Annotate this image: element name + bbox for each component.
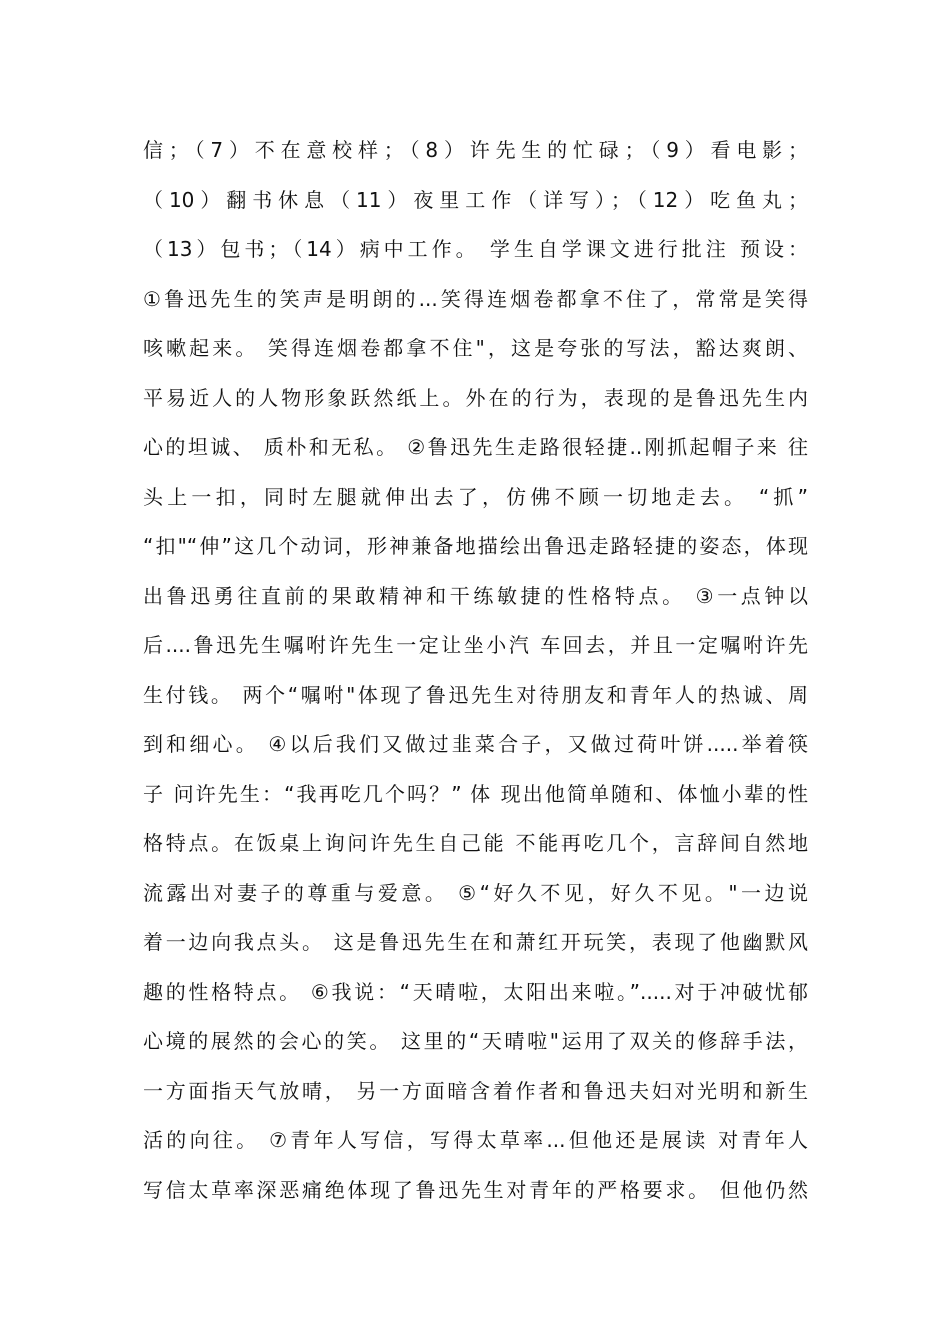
text-line: 头上一扣，同时左腿就伸出去了，仿佛不顾一切地走去。 “抓” (143, 484, 808, 509)
text-line: 咳嗽起来。 笑得连烟卷都拿不住"，这是夸张的写法，豁达爽朗、 (143, 336, 808, 360)
text-line: 一方面指天气放晴， 另一方面暗含着作者和鲁迅夫妇对光明和新生 (143, 1078, 808, 1103)
text-line: 格特点。在饭桌上询问许先生自己能 不能再吃几个，言辞间自然地 (143, 831, 808, 855)
text-line: 趣的性格特点。 ⑥我说：“天晴啦，太阳出来啦。”.....对于冲破忧郁 (143, 979, 808, 1004)
text-line: 后....鲁迅先生嘱咐许先生一定让坐小汽 车回去，并且一定嘱咐许先 (143, 633, 808, 657)
text-line: 流露出对妻子的尊重与爱意。 ⑤“好久不见，好久不见。"一边说 (143, 880, 808, 905)
text-line: 着一边向我点头。 这是鲁迅先生在和萧红开玩笑，表现了他幽默风 (143, 930, 808, 954)
text-line: 出鲁迅勇往直前的果敢精神和干练敏捷的性格特点。 ③一点钟以 (143, 583, 808, 608)
text-line: 到和细心。 ④以后我们又做过韭菜合子，又做过荷叶饼.....举着筷 (143, 732, 808, 756)
text-line: 心的坦诚、 质朴和无私。 ②鲁迅先生走路很轻捷..刚抓起帽子来 往 (143, 435, 808, 459)
text-line: 心境的展然的会心的笑。 这里的“天晴啦"运用了双关的修辞手法， (143, 1029, 808, 1053)
text-line: “扣"“伸”这几个动词，形神兼备地描绘出鲁迅走路轻捷的姿态，体现 (143, 534, 808, 558)
text-line: ①鲁迅先生的笑声是明朗的...笑得连烟卷都拿不住了，常常是笑得 (143, 286, 808, 311)
text-line: （13）包书；（14）病中工作。 学生自学课文进行批注 预设： (143, 237, 808, 261)
text-line: 活的向往。 ⑦青年人写信，写得太草率...但他还是展读 对青年人 (143, 1128, 808, 1152)
text-line: 信；（7）不在意校样；（8）许先生的忙碌；（9）看电影； (143, 138, 808, 162)
text-line: 子 问许先生：“我再吃几个吗？” 体 现出他简单随和、体恤小辈的性 (143, 781, 808, 806)
text-line: 写信太草率深恶痛绝体现了鲁迅先生对青年的严格要求。 但他仍然 (143, 1177, 808, 1202)
text-line: （10）翻书休息（11）夜里工作（详写）；（12）吃鱼丸； (143, 187, 808, 212)
text-line: 平易近人的人物形象跃然纸上。外在的行为，表现的是鲁迅先生内 (143, 385, 808, 410)
body-text (143, 126, 808, 1215)
text-line: 生付钱。 两个“嘱咐"体现了鲁迅先生对待朋友和青年人的热诚、周 (143, 682, 808, 707)
